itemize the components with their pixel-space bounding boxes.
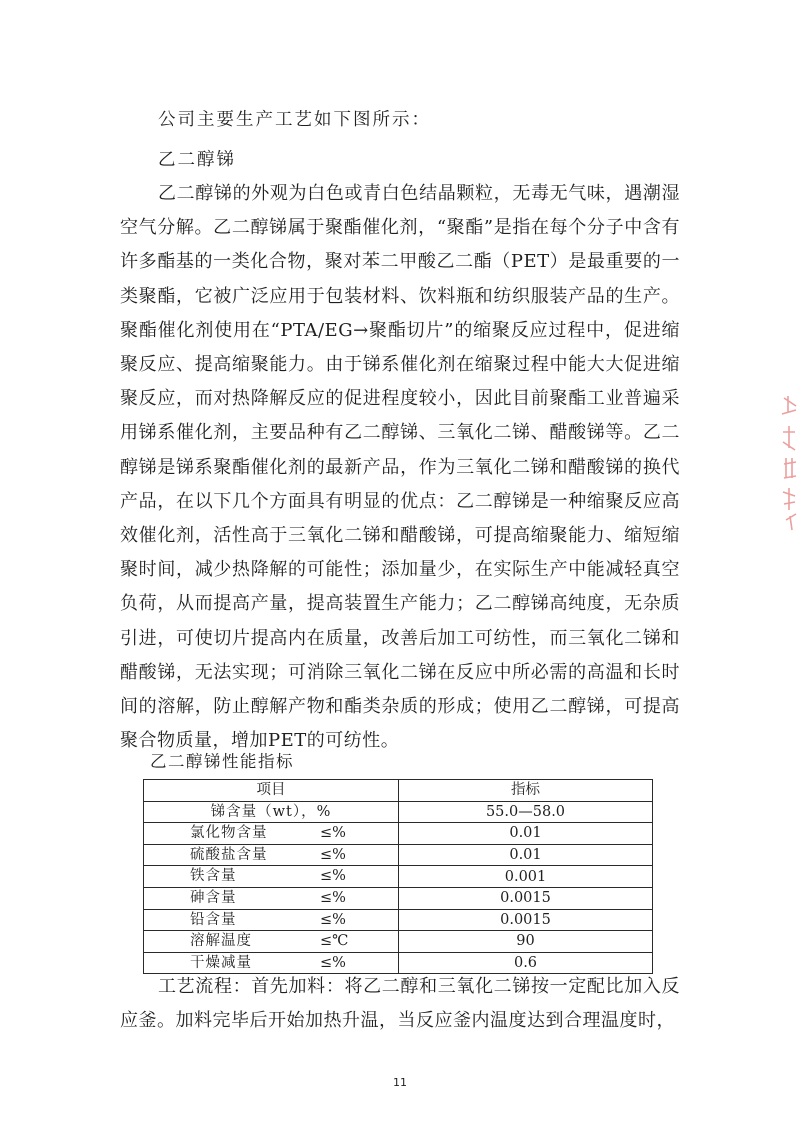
process-paragraph: 工艺流程：首先加料：将乙二醇和三氧化二锑按一定配比加入反应釜。加料完毕后开始加热升温，当反应釜内温度达到合理温度时， [120,976,680,1032]
table-row [144,844,653,866]
row-item-name: 锑含量（wt），% [210,803,332,820]
row-value: 0.0015 [399,909,653,931]
intro-line: 公司主要生产工艺如下图所示： [158,110,431,130]
row-item-name: 氯化物含量 [190,825,268,842]
row-item-unit: ≤℃ [320,933,349,950]
row-item-name: 干燥减量 [190,954,252,971]
row-item-cell [144,866,399,888]
row-item-name: 硫酸盐含量 [190,846,268,863]
row-item-name: 铅含量 [190,911,237,928]
row-value: 0.01 [399,844,653,866]
row-item-name: 溶解温度 [190,933,252,950]
row-item-cell [144,844,399,866]
spec-table [143,779,653,974]
row-value: 90 [399,931,653,953]
table-title: 乙二醇锑性能指标 [150,752,294,771]
table-row [144,823,653,845]
table-row [144,887,653,909]
page-number: 11 [393,1076,407,1089]
header-item: 项目 [144,780,399,802]
row-item-cell [144,931,399,953]
seal-stamp-edge [778,392,800,532]
row-item-unit: ≤% [320,911,346,928]
row-value: 0.0015 [399,887,653,909]
row-value: 0.001 [399,866,653,888]
table-header-row [144,780,653,802]
table-row [144,931,653,953]
row-value: 0.6 [399,952,653,974]
row-item-cell [144,823,399,845]
row-value: 55.0—58.0 [399,801,653,823]
row-item-name: 砷含量 [190,889,237,906]
row-item-unit: ≤% [320,825,346,842]
table-row [144,866,653,888]
table-row [144,801,653,823]
row-item-cell [144,801,399,823]
row-item-cell [144,887,399,909]
row-item-unit: ≤% [320,954,346,971]
row-item-unit: ≤% [320,846,346,863]
table-row [144,909,653,931]
row-item-name: 铁含量 [190,868,237,885]
row-item-unit: ≤% [320,889,346,906]
body-paragraph: 乙二醇锑的外观为白色或青白色结晶颗粒，无毒无气味，遇潮湿空气分解。乙二醇锑属于聚酯催化剂，“聚酯”是指在每个分子中含有许多酯基的一类化合物，聚对苯二甲酸乙二酯（PET）是最重要的一类聚酯，它被广泛应用于包装材料、饮料瓶和纺织服装产品的生产。聚酯催化剂使用在“PTA/EG→聚酯切片”的缩聚反应过程中，促进缩聚反应、提高缩聚能力。由于锑系催化剂在缩聚过程中能大大促进缩聚反应，而对热降解反应的促进程度较小，因此目前聚酯工业普遍采用锑系催化剂，主要品种有乙二醇锑、三氧化二锑、醋酸锑等。乙二醇锑是锑系聚酯催化剂的最新产品，作为三氧化二锑和醋酸锑的换代产品，在以下几个方面具有明显的优点：乙二醇锑是一种缩聚反应高效催化剂，活性高于三氧化二锑和醋酸锑，可提高缩聚能力、缩短缩聚时间，减少热降解的可能性；添加量少，在实际生产中能减轻真空负荷，从而提高产量，提高装置生产能力；乙二醇锑高纯度，无杂质引进，可使切片提高内在质量，改善后加工可纺性，而三氧化二锑和醋酸锑，无法实现；可消除三氧化二锑在反应中所必需的高温和长时间的溶解，防止醇解产物和酯类杂质的形成；使用乙二醇锑，可提高聚合物质量，增加PET的可纺性。 [120,183,680,752]
row-item-cell [144,909,399,931]
row-item-unit: ≤% [320,868,346,885]
header-value: 指标 [399,780,653,802]
section-heading: 乙二醇锑 [158,150,236,170]
row-value: 0.01 [399,823,653,845]
